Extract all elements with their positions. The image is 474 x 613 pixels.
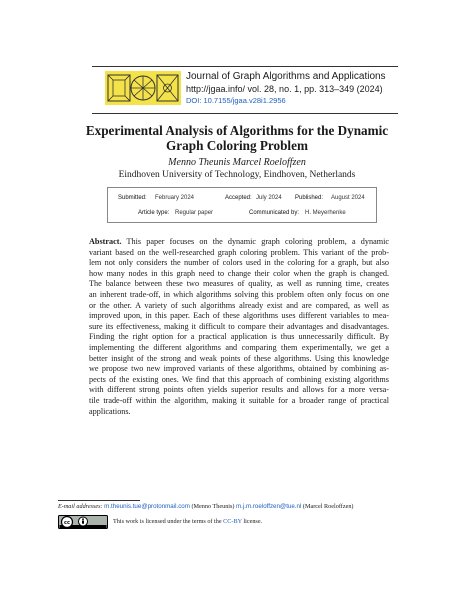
email-owner-theunis: (Menno Theunis) [191,503,235,510]
abstract-line: improved upon, in this paper. Each of these algorithms uses different variables to mea- [89,311,389,321]
abstract-lead: Abstract. [89,237,122,246]
article-info-box [107,187,377,223]
svg-text:cc: cc [64,520,70,526]
abstract-line: implementing the different algorithms and comparing them experimentally, we get a [89,342,389,352]
abstract-line: an inherent trade-off, in which algorithms solving this problem often only focus on one [89,289,389,299]
abstract-line: lem not only considers the number of colors used in the coloring for a graph, but also [89,258,389,268]
article-type-label: Article type: [138,210,170,216]
submitted-value: February 2024 [155,195,195,201]
accepted-value: July 2024 [256,195,282,201]
paper-affiliation: Eindhoven University of Technology, Eindhoven, Netherlands [118,170,356,180]
email-owner-roeloffzen: (Marcel Roeloffzen) [302,503,354,510]
abstract-line: sure its effectiveness, making it difficult to compare their advantages and disadvantages. [89,321,389,331]
header-rule-top [92,66,398,67]
cc-by-icon[interactable] [58,515,108,529]
journal-doi-link[interactable]: DOI: 10.7155/jgaa.v28i1.2956 [186,96,286,105]
communicated-by-value: H. Meyerhenke [305,210,346,216]
jgaa-logo-icon [105,71,181,105]
email-link-theunis[interactable]: m.theunis.tue@protonmail.com [104,503,190,510]
journal-header [186,71,401,107]
abstract [89,237,389,417]
abstract-line: Finding the right option for a practical application is thus unnecessarily difficult. By [89,332,389,342]
published-label: Published: [295,195,324,201]
abstract-line: pects of the existing ones. We find that this approach of combining existing algorithms [89,374,389,384]
abstract-line: The balance between these two measures of quality, as well as running time, creates [89,279,389,289]
abstract-line: or the other. A variety of such algorithms already exist and are compared, as well as [89,300,389,310]
abstract-line: applications. [89,406,131,416]
accepted-label: Accepted: [225,195,252,201]
communicated-by-label: Communicated by: [249,210,300,216]
email-label: E-mail addresses: [58,503,103,510]
paper-authors: Menno Theunis Marcel Roeloffzen [168,157,306,168]
abstract-line: better insight of the strong and weak points of these algorithms. Using this knowledge [89,353,389,363]
license-text: This work is licensed under the terms of the [113,518,222,525]
journal-volume[interactable]: http://jgaa.info/ vol. 28, no. 1, pp. 313–349 (2024) [186,84,383,94]
submitted-label: Submitted: [118,195,147,201]
abstract-line: variant based on the well-researched graph coloring problem. This variant of the prob- [89,247,389,257]
license-text-end: license. [243,518,263,525]
journal-name: Journal of Graph Algorithms and Applications [186,71,386,82]
abstract-line-text: This paper focuses on the dynamic graph coloring problem, a dynamic [126,237,389,246]
paper-title [70,123,404,153]
abstract-line: with different strong points often yields superior results and allows for a more versa- [89,385,389,395]
paper-title-line: Experimental Analysis of Algorithms for the Dynamic [85,123,389,138]
paper-title-line: Graph Coloring Problem [166,138,308,153]
abstract-line: tile trade-off within the algorithm, making it suitable for a broader range of practical [89,395,389,405]
email-link-roeloffzen[interactable]: m.j.m.roeloffzen@tue.nl [236,503,302,510]
header-rule-bottom [92,113,398,114]
published-value: August 2024 [331,195,365,201]
abstract-line [89,237,389,248]
email-footnote [58,503,418,510]
abstract-line: we propose two new improved variants of these algorithms, obtained by combining as- [89,364,389,374]
footnote-rule [58,500,140,501]
cc-by-link[interactable]: CC-BY [223,518,242,525]
article-type-value: Regular paper [175,210,214,216]
license-note [113,518,262,525]
abstract-line: how many nodes in this graph need to change their color when the graph is changed. [89,268,389,278]
